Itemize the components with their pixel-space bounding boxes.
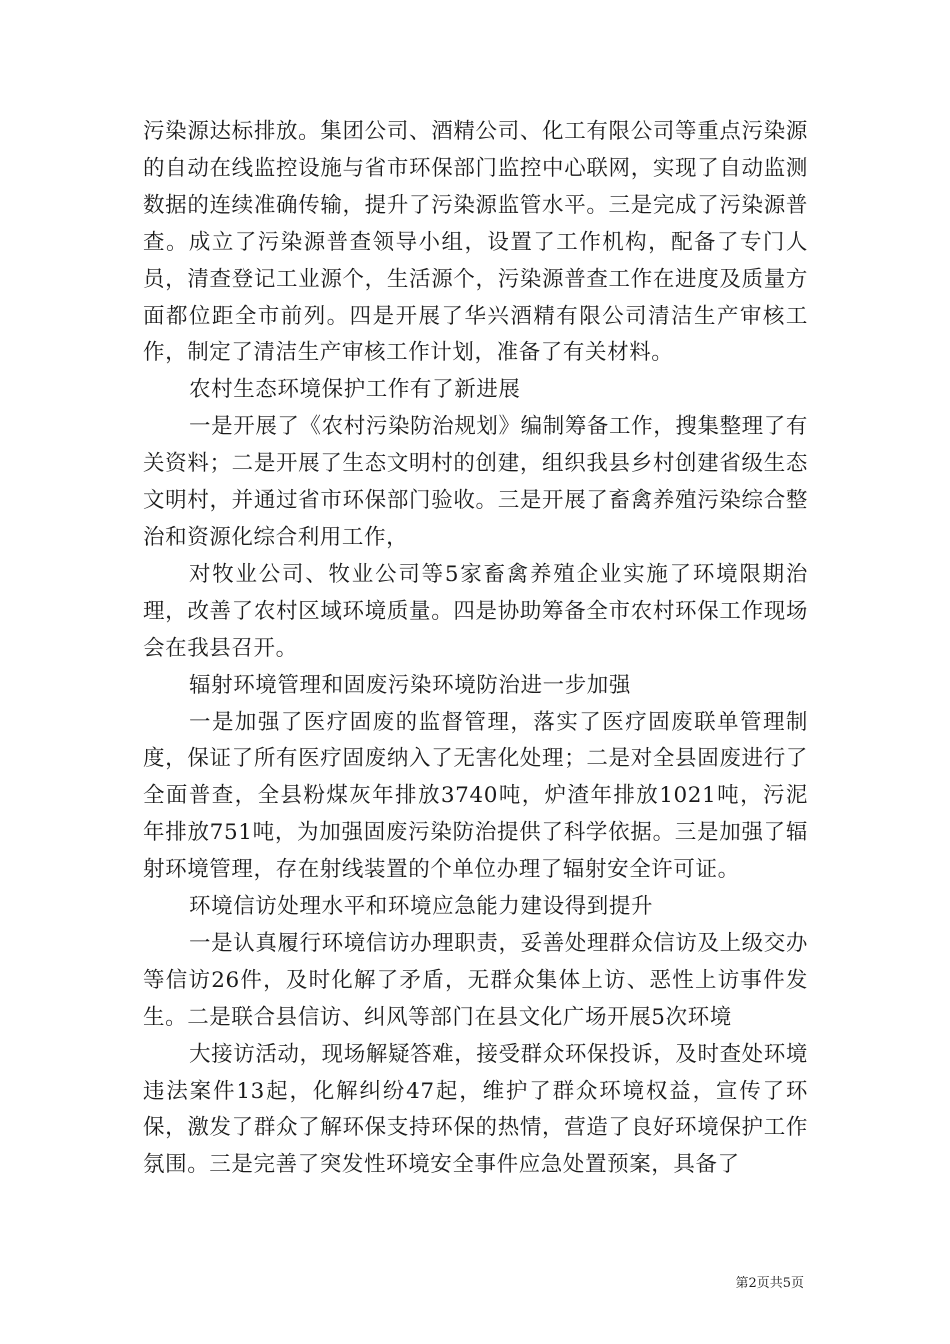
paragraph-1: 污染源达标排放。集团公司、酒精公司、化工有限公司等重点污染源的自动在线监控设施与省市环保部门监控中心联网，实现了自动监测数据的连续准确传输，提升了污染源监管水平。三是完成了污染源普查。成立了污染源普查领导小组，设置了工作机构，配备了专门人员，清查登记工业源个，生活源个，污染源普查工作在进度及质量方面都位距全市前列。四是开展了华兴酒精有限公司清洁生产审核工作，制定了清洁生产审核工作计划，准备了有关材料。	[143, 119, 808, 366]
heading-petition-emergency: 环境信访处理水平和环境应急能力建设得到提升	[189, 894, 654, 920]
document-body	[143, 114, 808, 1184]
paragraph-2: 一是开展了《农村污染防治规划》编制筹备工作，搜集整理了有关资料；二是开展了生态文明村的创建，组织我县乡村创建省级生态文明村，并通过省市环保部门验收。三是开展了畜禽养殖污染综合整治和资源化综合利用工作，	[143, 414, 808, 550]
paragraph-6: 大接访活动，现场解疑答难，接受群众环保投诉，及时查处环境违法案件13起，化解纠纷47起，维护了群众环境权益，宣传了环保，激发了群众了解环保支持环保的热情，营造了良好环境保护工作氛围。三是完善了突发性环境安全事件应急处置预案，具备了	[143, 1041, 808, 1178]
paragraph-3: 对牧业公司、牧业公司等5家畜禽养殖企业实施了环境限期治理，改善了农村区域环境质量。四是协助筹备全市农村环保工作现场会在我县召开。	[143, 561, 808, 661]
page-number: 第2页共5页	[735, 1276, 804, 1291]
heading-radiation-waste: 辐射环境管理和固废污染环境防治进一步加强	[189, 672, 632, 698]
heading-rural-ecology: 农村生态环境保护工作有了新进展	[189, 377, 521, 403]
paragraph-4: 一是加强了医疗固废的监督管理，落实了医疗固废联单管理制度，保证了所有医疗固废纳入了无害化处理；二是对全县固废进行了全面普查，全县粉煤灰年排放3740吨，炉渣年排放1021吨，污泥年排放751吨，为加强固废污染防治提供了科学依据。三是加强了辐射环境管理，存在射线装置的个单位办理了辐射安全许可证。	[143, 709, 808, 883]
paragraph-5: 一是认真履行环境信访办理职责，妥善处理群众信访及上级交办等信访26件，及时化解了矛盾，无群众集体上访、恶性上访事件发生。二是联合县信访、纠风等部门在县文化广场开展5次环境	[143, 930, 808, 1030]
